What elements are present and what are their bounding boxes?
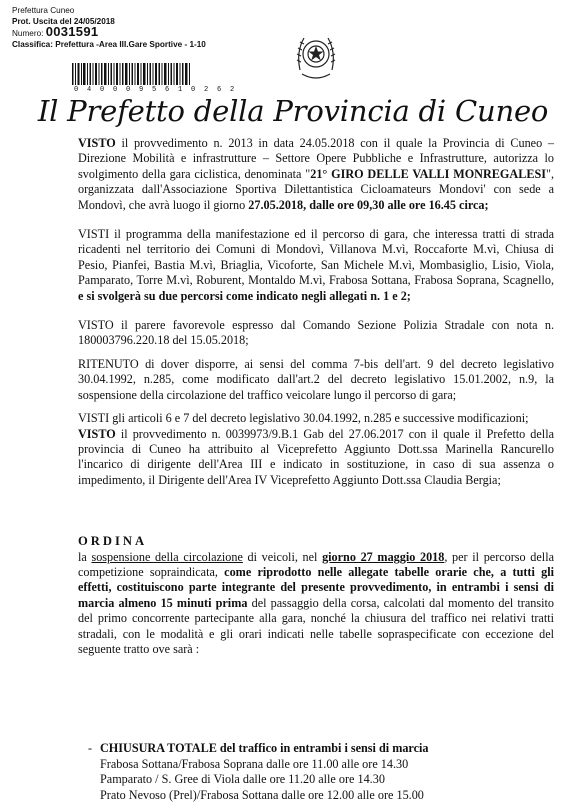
text: del passaggio della corsa, calcolati dal momento del transito del primo concorrente partecipante alla gara, nonché la chiusura del traffico nei relativi tratti stradali, con le modalità e gli orari indicati nelle tabelle sopraspecificate con eccezione del seguente tratto ove sarà : bbox=[78, 595, 554, 656]
stamp-number-row bbox=[12, 24, 206, 40]
stamp-protocol: Prot. Uscita del 24/05/2018 bbox=[12, 16, 115, 26]
protocol-stamp bbox=[12, 6, 206, 50]
paragraph-visto-provvedimento bbox=[78, 136, 554, 213]
text-underline: sospensione della circolazione bbox=[91, 549, 243, 564]
text: il provvedimento n. 2013 in data 24.05.2018 con il quale la Provincia di Cuneo – Direzione Mobilità e infrastrutture – Settore Opere Pubbliche e Infrastrutture, autorizza lo svolgimento della gara ciclistica, denominata " bbox=[78, 136, 554, 181]
race-date: 27.05.2018, dalle ore 09,30 alle ore 16.45 circa; bbox=[248, 197, 489, 212]
document-body bbox=[78, 136, 554, 657]
text: ", organizzata dall'Associazione Sportiva Dilettantistica Cicloamateurs Mondovi' con sede a Mondovì, che avrà luogo il giorno bbox=[78, 166, 555, 212]
text: di veicoli, nel bbox=[242, 549, 323, 564]
stamp-classification: Classifica: Prefettura -Area III.Gare Sportive - 1-10 bbox=[12, 39, 206, 49]
paragraph-ritenuto: RITENUTO di dover disporre, ai sensi del comma 7-bis dell'art. 9 del decreto legislativo 30.04.1992, n.285, come modificato dall'art.2 del decreto legislativo 15.01.2002, n.9, la sospensione della circolazione del traffico veicolare lungo il percorso di gara; bbox=[78, 356, 554, 402]
keyword-visto: VISTO bbox=[78, 136, 116, 150]
closure-line: Pamparato / S. Gree di Viola dalle ore 11.20 alle ore 14.30 bbox=[100, 772, 385, 787]
paragraph-visti-programma bbox=[78, 227, 554, 304]
closure-line: Frabosa Sottana/Frabosa Soprana dalle ore 11.00 alle ore 14.30 bbox=[100, 756, 409, 771]
stamp-number: 0031591 bbox=[45, 24, 99, 40]
paragraph-ordina bbox=[78, 550, 554, 658]
list-dash: - bbox=[88, 741, 93, 755]
keyword-visto: VISTO bbox=[78, 426, 116, 441]
stamp-number-label: Numero: bbox=[12, 29, 44, 39]
closure-title: CHIUSURA TOTALE del traffico in entrambi i sensi di marcia bbox=[100, 741, 429, 755]
text: VISTI il programma della manifestazione ed il percorso di gara, che interessa tratti di strada ricadenti nel territorio dei Comuni di Mondovì, Villanova M.vì, Roccaforte M.vì, Chiusa di Pesio, Pianfei, Bastia M.vì, Briaglia, Vicoforte, San Michele M.vì, Mombasiglio, Lisio, Viola, Pamparato, Torre M.vì, Roburent, Montaldo M.vì, Frabosa Sottana, Frabosa Soprana, Scagnello, bbox=[78, 227, 554, 288]
total-closure-section bbox=[88, 741, 570, 803]
closure-date: giorno 27 maggio 2018 bbox=[322, 549, 445, 564]
paragraph-visti-articoli: VISTI gli articoli 6 e 7 del decreto legislativo 30.04.1992, n.285 e successive modificazioni; bbox=[78, 411, 529, 426]
closure-line: Prato Nevoso (Prel)/Frabosa Sottana dalle ore 12.00 alle ore 15.00 bbox=[100, 787, 424, 802]
document-heading: Il Prefetto della Provincia di Cuneo bbox=[37, 94, 549, 128]
race-name: 21° GIRO DELLE VALLI MONREGALESI bbox=[310, 166, 546, 181]
ordina-heading: ORDINA bbox=[78, 534, 148, 549]
barcode bbox=[72, 63, 192, 85]
paragraph-visto-parere: VISTO il parere favorevole espresso dal Comando Sezione Polizia Stradale con nota n. 180003796.220.18 del 15.05.2018; bbox=[78, 318, 554, 348]
text-bold: e si svolgerà su due percorsi come indicato negli allegati n. 1 e 2; bbox=[78, 288, 411, 303]
paragraph-visto-delega bbox=[78, 427, 554, 489]
text: il provvedimento n. 0039973/9.B.1 Gab del 27.06.2017 con il quale il Prefetto della provincia di Cuneo ha attribuito al Viceprefetto Aggiunto Dott.ssa Marinella Rancurello l'incarico di dirigente dell'Area III e indicato in sostituzione, in caso di sua assenza o impedimento, il Dirigente dell'Area IV Viceprefetto Aggiunto Dott.ssa Claudia Bergia; bbox=[78, 426, 554, 487]
text: , per il percorso della competizione sopraindicata, bbox=[78, 549, 554, 579]
text: la bbox=[78, 549, 92, 564]
italian-republic-emblem-icon bbox=[292, 26, 340, 86]
barcode-digits: 0 4 0 0 0 9 5 6 1 0 2 6 2 bbox=[74, 86, 237, 94]
text-bold: come riprodotto nelle allegate tabelle orarie che, a tutti gli effetti, costituiscono parte integrante del presente provvedimento, in entrambi i sensi di marcia almeno 15 minuti prima bbox=[78, 564, 554, 610]
stamp-office: Prefettura Cuneo bbox=[12, 6, 75, 15]
